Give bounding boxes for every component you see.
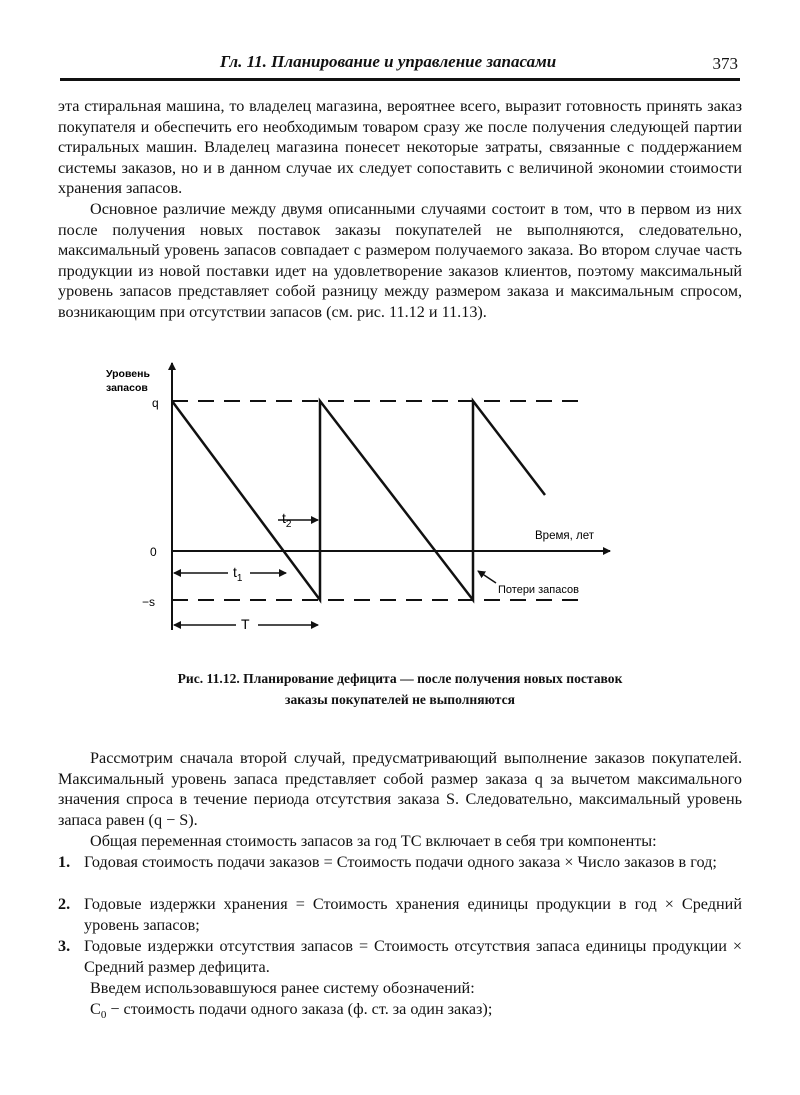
y-axis-label-line1: Уровень <box>106 368 150 380</box>
T-label: T <box>241 616 250 632</box>
list-number: 3. <box>58 937 71 955</box>
loss-label: Потери запасов <box>498 584 579 596</box>
x-axis-label: Время, лет <box>535 530 594 542</box>
list-item-3 <box>58 936 742 977</box>
list-text: Годовые издержки хранения = Стоимость хранения единицы продукции в год × Средний уровень запасов; <box>84 895 742 934</box>
list-item-1 <box>58 852 742 873</box>
definition-c0 <box>90 999 492 1026</box>
chapter-title: Гл. 11. Планирование и управление запасами <box>220 52 557 71</box>
paragraph-5: Введем использовавшуюся ранее систему обозначений: <box>90 979 475 997</box>
inventory-diagram <box>100 355 720 655</box>
definition-subscript: 0 <box>100 1009 107 1022</box>
loss-pointer <box>478 571 496 583</box>
tick-minus-s: −s <box>142 595 156 609</box>
paragraph-2: Основное различие между двумя описанными случаями состоит в том, что в первом из них после получения новых поставок заказы покупателей не выполняются, следовательно, максимальный уровень запасов совпадает с размером получаемого заказа. Во втором случае часть продукции из новой поставки идет на удовлетворение заказов клиентов, поэтому максимальный уровень запасов представляет собой разницу между размером заказа и максимальным спросом, возникающим при отсутствии запасов (см. рис. 11.12 и 11.13). <box>58 200 742 321</box>
caption-line-2: заказы покупателей не выполняются <box>284 692 516 707</box>
list-number: 1. <box>58 853 71 871</box>
tick-zero: 0 <box>150 545 157 559</box>
diagram-svg <box>100 355 720 655</box>
list-text: Годовые издержки отсутствия запасов = Стоимость отсутствия запаса единицы продукции × Средний размер дефицита. <box>84 937 742 976</box>
running-head <box>60 50 740 81</box>
list-item-2 <box>58 894 742 935</box>
paragraph-3: Рассмотрим сначала второй случай, предусматривающий выполнение заказов покупателей. Максимальный уровень запаса представляет собой размер заказа q за вычетом максимального значения спроса в течение периода отсутствия заказа S. Следовательно, максимальный уровень запаса равен (q − S). <box>58 749 742 829</box>
t2-label: $t_2$ <box>282 510 292 530</box>
caption-line-1: Рис. 11.12. Планирование дефицита — после получения новых поставок <box>177 671 623 686</box>
page-number: 373 <box>712 54 738 73</box>
paragraph-4: Общая переменная стоимость запасов за год TC включает в себя три компоненты: <box>90 832 657 850</box>
paragraph-1: эта стиральная машина, то владелец магазина, вероятнее всего, выразит готовность принять заказ покупателя и обеспечить его необходимым товаром сразу же после получения следующей партии стиральных машин. Владелец магазина понесет некоторые затраты, связанные с поддержанием системы заказов, но и в данном случае их следует сопоставить с величиной экономии стоимости хранения запасов. <box>58 97 742 198</box>
definition-symbol: C <box>90 1000 101 1018</box>
list-number: 2. <box>58 895 71 913</box>
definition-text: − стоимость подачи одного заказа (ф. ст. за один заказ); <box>106 1000 493 1018</box>
tick-q: q <box>152 396 159 410</box>
y-axis-label-line2: запасов <box>106 382 148 394</box>
figure-caption <box>80 668 720 710</box>
list-text: Годовая стоимость подачи заказов = Стоимость подачи одного заказа × Число заказов в год; <box>84 853 717 871</box>
t1-label: $t_1$ <box>233 564 243 584</box>
inventory-sawtooth <box>172 401 545 600</box>
